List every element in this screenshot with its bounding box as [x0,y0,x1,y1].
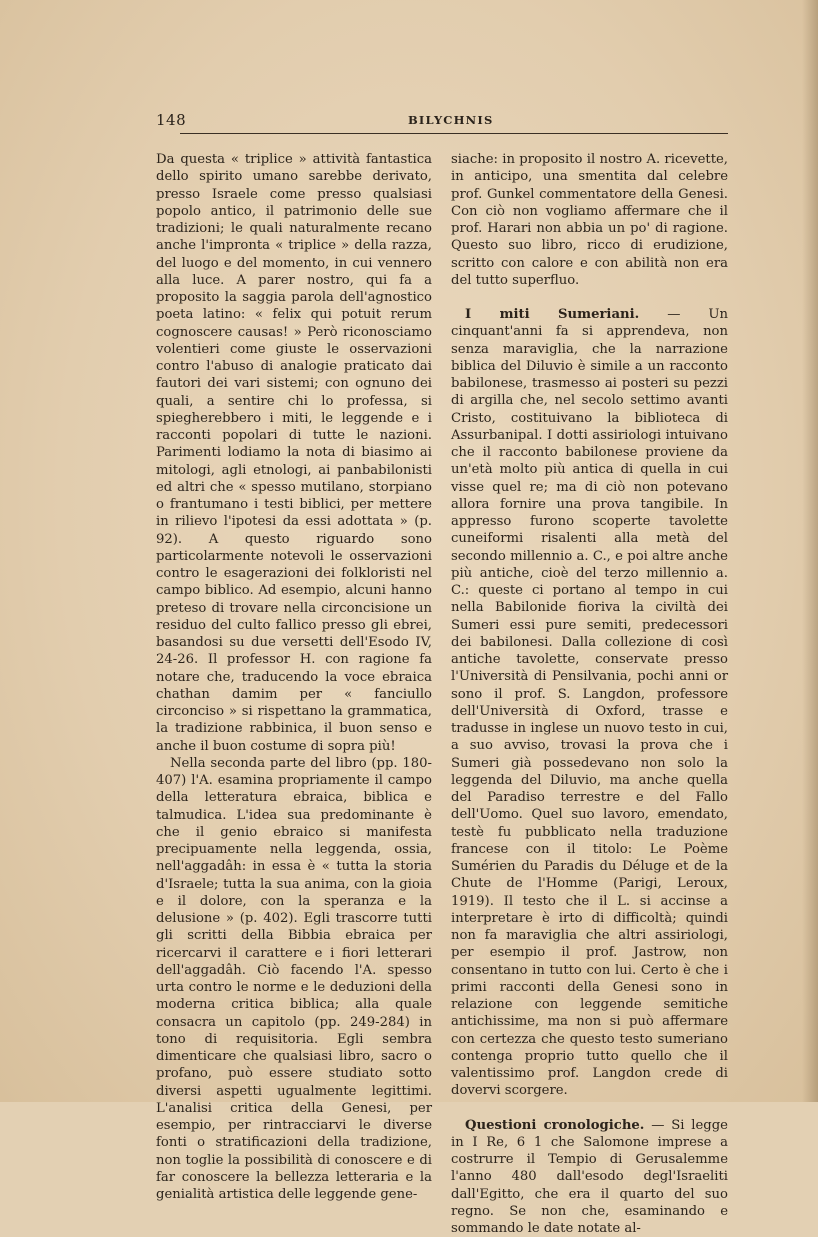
running-head: BILYCHNIS [408,113,493,127]
right-paragraph-1: siache: in proposito il nostro A. ricevette, in anticipo, una smentita dal celebre prof. Gunkel commentatore della Genesi. Con ciò non vogliamo affermare che il prof. Harari non abbia un po' di ragione. Questo suo libro, ricco di erudizione, scritto con calore e con abilità non era del tutto superfluo. [451,151,728,289]
section-sumerian-myths [451,306,728,1100]
left-paragraph-1: Da questa « triplice » attività fantastica dello spirito umano sarebbe derivato, presso Israele come presso qualsiasi popolo antico, il patrimonio delle sue tradizioni; le quali naturalmente recano anche l'impronta « triplice » della razza, del luogo e del momento, in cui vennero alla luce. A parer nostro, qui fa a proposito la saggia parola dell'agnostico poeta latino: « felix qui potuit rerum cognoscere causas! » Però riconosciamo volentieri come giuste le osservazioni contro l'abuso di analogie praticato dai fautori dei vari sistemi; con ognuno dei quali, a sentire chi lo professa, si spiegherebbero i miti, le leggende e i racconti popolari di tutte le nazioni. Parimenti lodiamo la nota di biasimo ai mitologi, agli etnologi, ai panbabilonisti ed altri che « spesso mutilano, storpiano o frantumano i testi biblici, per mettere in rilievo l'ipotesi da essi adottata » (p. 92). A questo riguardo sono particolarmente notevoli le osservazioni contro le esagerazioni dei folkloristi nel campo biblico. Ad esempio, alcuni hanno preteso di trovare nella circoncisione un residuo del culto fallico presso gli ebrei, basandosi su due versetti dell'Esodo IV, 24-26. Il professor H. con ragione fa notare che, traducendo la voce ebraica chathan damim per « fanciullo circonciso » si rispettano la grammatica, la tradizione rabbinica, il buon senso e anche il buon costume di sopra più! [156,151,432,755]
page-header [156,111,728,133]
section-title-chronological-questions: Questioni cronologiche. [465,1118,644,1133]
right-column [451,151,728,1237]
left-column [156,151,432,1203]
left-paragraph-2: Nella seconda parte del libro (pp. 180-407) l'A. esamina propriamente il campo della letteratura ebraica, biblica e talmudica. L'idea sua predominante è che il genio ebraico si manifesta precipuamente nella leggenda, ossia, nell'aggadâh: in essa è « tutta la storia d'Israele; tutta la sua anima, con la gioia e il dolore, con la speranza e la delusione » (p. 402). Egli trascorre tutti gli scritti della Bibbia ebraica per ricercarvi il carattere e i fiori letterari dell'aggadâh. Ciò facendo l'A. spesso urta contro le norme e le deduzioni della moderna critica biblica; alla quale consacra un capitolo (pp. 249-284) in tono di requisitoria. Egli sembra dimenticare che qualsiasi libro, sacro o profano, può essere studiato sotto diversi aspetti ugualmente legittimi. L'analisi critica della Genesi, per esempio, per rintracciarvi le diverse fonti o stratificazioni della tradizione, non toglie la possibilità di conoscere e di far conoscere la bellezza letteraria e la genialità artistica delle leggende gene- [156,755,432,1204]
header-rule [180,133,728,134]
section-text-chronological-questions: — Si legge in I Re, 6 1 che Salomone imprese a costrurre il Tempio di Gerusalemme l'anno 480 dall'esodo degl'Israeliti dall'Egitto, che era il quarto del suo regno. Se non che, esaminando e sommando le date notate al- [451,1118,728,1237]
page-edge-shadow [802,0,818,1102]
page-number: 148 [156,111,186,129]
section-title-sumerian-myths: I miti Sumeriani. [465,307,639,322]
section-chronological-questions [451,1117,728,1237]
section-text-sumerian-myths: — Un cinquant'anni fa si apprendeva, non senza maraviglia, che la narrazione biblica del Diluvio è simile a un racconto babilonese, trasmesso ai posteri su pezzi di argilla che, nel secolo settimo avanti Cristo, costituivano la biblioteca di Assurbanipal. I dotti assiriologi intuivano che il racconto babilonese proviene da un'età molto più antica di quella in cui visse quel re; ma di ciò non potevano allora fornire una prova tangibile. In appresso furono scoperte tavolette cuneiformi risalenti alla metà del secondo millennio a. C., e poi altre anche più antiche, cioè del terzo millennio a. C.: queste ci portano al tempo in cui nella Babilonide fioriva la civiltà dei Sumeri essi pure semiti, predecessori dei babilonesi. Dalla collezione di così antiche tavolette, conservate presso l'Università di Pensilvania, pochi anni or sono il prof. S. Langdon, professore dell'Università di Oxford, trasse e tradusse in inglese un nuovo testo in cui, a suo avviso, trovasi la prova che i Sumeri già possedevano non solo la leggenda del Diluvio, ma anche quella del Paradiso terrestre e del Fallo dell'Uomo. Quel suo lavoro, emendato, testè fu pubblicato nella traduzione francese con il titolo: Le Poème Sumérien du Paradis du Déluge et de la Chute de l'Homme (Parigi, Leroux, 1919). Il testo che il L. si accinse a interpretare è irto di difficoltà; quindi non fa maraviglia che altri assiriologi, per esempio il prof. Jastrow, non consentano in tutto con lui. Certo è che i primi racconti della Genesi sono in relazione con leggende semitiche antichissime, ma non si può affermare con certezza che questo testo sumeriano contenga proprio tutto quello che il valentissimo prof. Langdon crede di dovervi scorgere. [451,307,728,1098]
